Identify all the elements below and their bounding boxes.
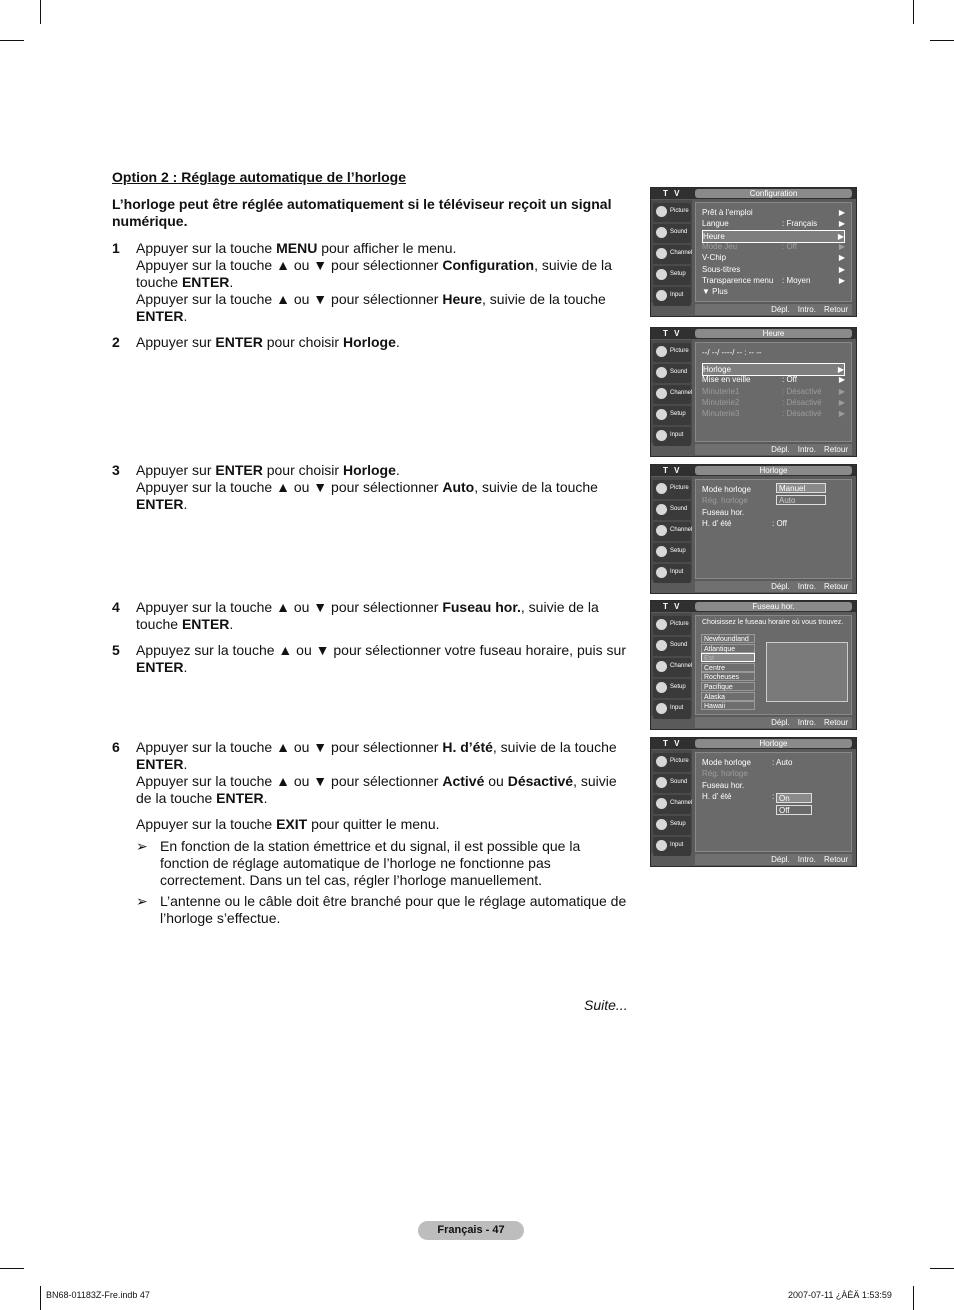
bottom-help-bar (695, 581, 852, 592)
row-label: V-Chip (702, 253, 727, 263)
chevron-right-icon: ▶ (838, 409, 845, 419)
sidebar-label: Input (670, 292, 684, 298)
text: . (183, 756, 188, 772)
menu-row (702, 218, 845, 229)
sidebar-label: Input (670, 569, 684, 575)
picture-icon (656, 346, 667, 357)
row-value: : Off (772, 518, 787, 528)
sidebar-item-setup (653, 679, 691, 698)
menu-row (702, 780, 845, 791)
menu-title: Heure (695, 329, 852, 338)
zone-item: Est (701, 653, 755, 662)
section-heading: Option 2 : Réglage automatique de l’horloge (112, 169, 407, 185)
sidebar-label: Input (670, 842, 684, 848)
term-horloge: Horloge (342, 462, 396, 478)
chevron-right-icon: ▶ (838, 219, 845, 229)
step-6 (112, 739, 632, 927)
move-hint: Dépl. (771, 305, 790, 314)
text: pour afficher le menu. (317, 240, 457, 256)
row-label: Mode horloge (702, 758, 751, 767)
crop-mark (0, 40, 24, 41)
row-label: Minuterie2 (702, 397, 740, 407)
key-enter: ENTER (216, 790, 264, 806)
row-label: Transparence menu (702, 275, 774, 285)
sidebar (651, 340, 692, 443)
key-enter: ENTER (136, 496, 184, 512)
option-off: Off (776, 805, 812, 815)
picture-icon (656, 619, 667, 630)
row-label: Heure (703, 231, 725, 241)
sidebar-item-channel (653, 658, 691, 677)
sidebar-item-channel (653, 522, 691, 541)
enter-hint: Intro. (797, 582, 816, 591)
sidebar-label: Channel (670, 527, 693, 533)
row-label: Fuseau hor. (702, 507, 745, 517)
step-3 (112, 462, 632, 513)
text: Appuyer sur la touche ▲ ou ▼ pour sélectionner (136, 479, 443, 495)
sidebar-item-sound (653, 637, 691, 656)
step-number: 6 (112, 739, 120, 755)
move-hint: Dépl. (771, 718, 790, 727)
sidebar-label: Channel (670, 663, 693, 669)
text: Appuyer sur la touche ▲ ou ▼ pour sélectionner (136, 773, 443, 789)
tv-screen-horloge-manuel (650, 464, 857, 594)
sound-icon (656, 504, 667, 515)
menu-row (702, 374, 845, 385)
text: Appuyer sur (136, 462, 216, 478)
crop-mark (930, 1268, 954, 1269)
zone-item: Rocheuses (701, 672, 755, 681)
sidebar (651, 750, 692, 853)
sidebar (651, 477, 692, 580)
text: , suivie de la touche (482, 291, 606, 307)
crop-mark (913, 0, 914, 24)
channel-icon (656, 388, 667, 399)
input-icon (656, 290, 667, 301)
chevron-right-icon: ▶ (838, 375, 845, 385)
sidebar-label: Sound (670, 506, 688, 512)
picture-icon (656, 206, 667, 217)
row-label: Fuseau hor. (702, 780, 745, 790)
sidebar-item-input (653, 427, 691, 446)
tv-label: T V (663, 189, 682, 198)
sidebar-label: Picture (670, 485, 689, 491)
sidebar (651, 613, 692, 716)
crop-mark (40, 1286, 41, 1310)
picture-icon (656, 483, 667, 494)
sidebar-label: Sound (670, 779, 688, 785)
step-number: 3 (112, 462, 120, 478)
sidebar-label: Sound (670, 642, 688, 648)
sound-icon (656, 777, 667, 788)
sidebar (651, 200, 692, 303)
chevron-right-icon: ▶ (838, 264, 845, 274)
sidebar-item-channel (653, 385, 691, 404)
step-1 (112, 240, 632, 325)
time-zone-map-image (766, 642, 848, 702)
step-number: 2 (112, 334, 120, 350)
menu-row (702, 518, 845, 529)
row-value: : Français (782, 219, 818, 229)
sidebar-label: Setup (670, 548, 686, 554)
menu-row (702, 386, 845, 397)
text: , suivie de la touche (136, 773, 617, 806)
key-enter: ENTER (215, 334, 263, 350)
tv-label: T V (663, 602, 682, 611)
step-number: 4 (112, 599, 120, 615)
row-value: : Off (782, 375, 797, 385)
row-value: : Désactivé (782, 397, 822, 407)
tv-screen-heure (650, 327, 857, 457)
arrow-icon: ➢ (136, 893, 148, 909)
note-2 (136, 893, 632, 927)
key-exit: EXIT (276, 816, 308, 832)
option-manuel: Manuel (776, 483, 826, 493)
bottom-help-bar (695, 444, 852, 455)
crop-mark (913, 1286, 914, 1310)
menu-row (702, 791, 845, 802)
footer-file: BN68-01183Z-Fre.indb 47 (46, 1290, 150, 1300)
text: Appuyez sur la touche ▲ ou ▼ pour sélectionner votre fuseau horaire, puis sur (136, 642, 626, 658)
return-hint: Retour (823, 582, 848, 591)
sidebar-label: Picture (670, 348, 689, 354)
text: Appuyer sur la touche (136, 240, 277, 256)
menu-title: Horloge (695, 466, 852, 475)
sidebar-label: Sound (670, 369, 688, 375)
sidebar-label: Picture (670, 208, 689, 214)
page-number: Français - 47 (418, 1221, 524, 1240)
input-icon (656, 840, 667, 851)
option-on: On (776, 793, 812, 803)
return-hint: Retour (823, 305, 848, 314)
input-icon (656, 567, 667, 578)
menu-row (702, 241, 845, 252)
menu-title: Fuseau hor. (695, 602, 852, 611)
sound-icon (656, 227, 667, 238)
row-value: : Désactivé (782, 386, 822, 396)
row-label: Rég. horloge (702, 496, 748, 506)
chevron-right-icon: ▶ (838, 253, 845, 263)
menu-row (702, 275, 845, 286)
tv-label: T V (663, 329, 682, 338)
sound-icon (656, 367, 667, 378)
sidebar-label: Setup (670, 271, 686, 277)
return-hint: Retour (823, 445, 848, 454)
text: . (229, 616, 234, 632)
return-hint: Retour (823, 855, 848, 864)
row-label: Prêt à l’emploi (702, 208, 753, 217)
row-label: Mode horloge (702, 485, 751, 494)
row-label: Minuterie1 (702, 386, 740, 396)
text: . (183, 308, 188, 324)
chevron-right-icon: ▶ (838, 208, 845, 217)
menu-row (702, 286, 845, 297)
sidebar-item-sound (653, 501, 691, 520)
sidebar-label: Sound (670, 229, 688, 235)
text: pour choisir (262, 462, 343, 478)
text: pour quitter le menu. (307, 816, 440, 832)
channel-icon (656, 248, 667, 259)
row-label: Sous-titres (702, 264, 741, 274)
menu-title: Horloge (695, 739, 852, 748)
term-heure: Heure (442, 291, 483, 307)
sidebar-label: Channel (670, 390, 693, 396)
menu-row (702, 408, 845, 419)
row-label: Mise en veille (702, 375, 751, 385)
input-icon (656, 430, 667, 441)
row-value: : Désactivé (782, 409, 822, 419)
key-enter: ENTER (136, 308, 184, 324)
sidebar-label: Picture (670, 758, 689, 764)
step-2 (112, 334, 632, 351)
zone-item: Pacifique (701, 682, 755, 691)
tv-label: T V (663, 466, 682, 475)
menu-content (695, 202, 852, 302)
text: Appuyer sur la touche ▲ ou ▼ pour sélectionner (136, 739, 443, 755)
sidebar-item-input (653, 700, 691, 719)
menu-row (702, 252, 845, 263)
bottom-help-bar (695, 717, 852, 728)
zone-item: Newfoundland (701, 634, 755, 643)
text: . (395, 462, 400, 478)
sidebar-item-picture (653, 203, 691, 222)
text: . (183, 496, 188, 512)
chevron-right-icon: ▶ (838, 241, 845, 251)
menu-content (695, 752, 852, 852)
sidebar-label: Setup (670, 684, 686, 690)
text: . (229, 274, 234, 290)
sidebar-label: Input (670, 432, 684, 438)
chevron-right-icon: ▶ (837, 365, 844, 374)
term-desactive: Désactivé (507, 773, 574, 789)
term-h-ete: H. d’été (442, 739, 493, 755)
sidebar-item-setup (653, 816, 691, 835)
chevron-right-icon: ▶ (838, 386, 845, 396)
text: , suivie de la touche (492, 739, 617, 755)
note-text: En fonction de la station émettrice et du signal, il est possible que la fonction de réglage automatique de l’horloge ne fonctionne pas correctement. Dans un tel cas, régler l’horloge manuellement. (160, 838, 581, 888)
menu-row (702, 207, 845, 218)
sidebar-item-picture (653, 753, 691, 772)
text: ou (484, 773, 508, 789)
tv-label: T V (663, 739, 682, 748)
zone-item: Centre (701, 663, 755, 672)
term-horloge: Horloge (342, 334, 396, 350)
chevron-right-icon: ▶ (838, 397, 845, 407)
channel-icon (656, 661, 667, 672)
crop-mark (0, 1268, 24, 1269)
key-enter: ENTER (181, 616, 230, 632)
sidebar-item-setup (653, 406, 691, 425)
key-menu: MENU (276, 240, 318, 256)
zone-item: Alaska (701, 692, 755, 701)
move-hint: Dépl. (771, 445, 790, 454)
row-value: : (772, 791, 775, 801)
menu-content (695, 342, 852, 442)
move-hint: Dépl. (771, 855, 790, 864)
input-icon (656, 703, 667, 714)
row-label: Langue (702, 219, 729, 229)
step-number: 1 (112, 240, 120, 256)
enter-hint: Intro. (797, 445, 816, 454)
row-label: Horloge (703, 365, 732, 374)
text: Appuyer sur la touche ▲ ou ▼ pour sélectionner (136, 599, 443, 615)
term-active: Activé (442, 773, 485, 789)
sidebar-label: Picture (670, 621, 689, 627)
setup-icon (656, 819, 667, 830)
row-label: Mode Jeu (702, 241, 738, 251)
setup-icon (656, 409, 667, 420)
sidebar-item-picture (653, 616, 691, 635)
key-enter: ENTER (215, 462, 263, 478)
text: . (395, 334, 400, 350)
sound-icon (656, 640, 667, 651)
text: , suivie de la touche (474, 479, 598, 495)
sidebar-label: Channel (670, 800, 693, 806)
step-4 (112, 599, 632, 633)
term-auto: Auto (442, 479, 475, 495)
note-text: L’antenne ou le câble doit être branché pour que le réglage automatique de l’horloge s’effectue. (160, 893, 627, 926)
sidebar-item-setup (653, 543, 691, 562)
text: Appuyer sur la touche (136, 816, 277, 832)
footer-timestamp: 2007-07-11 ¿ÀÈÄ 1:53:59 (788, 1290, 892, 1300)
chevron-right-icon: ▶ (838, 275, 845, 285)
menu-title: Configuration (695, 189, 852, 198)
clock-readout: --/ --/ ----/ -- : -- -- (702, 348, 762, 357)
picture-icon (656, 756, 667, 767)
text: Appuyer sur (136, 334, 216, 350)
continued-label: Suite... (584, 997, 628, 1013)
text: Appuyer sur la touche ▲ ou ▼ pour sélectionner (136, 291, 443, 307)
menu-row (702, 757, 845, 768)
term-fuseau: Fuseau hor. (442, 599, 521, 615)
option-auto: Auto (776, 495, 826, 505)
sidebar-item-sound (653, 774, 691, 793)
crop-mark (40, 0, 41, 24)
sidebar-item-setup (653, 266, 691, 285)
intro-text: L’horloge peut être réglée automatiquement si le téléviseur reçoit un signal numérique. (112, 196, 612, 229)
sidebar-label: Channel (670, 250, 693, 256)
sidebar-item-input (653, 287, 691, 306)
setup-icon (656, 682, 667, 693)
row-label: H. d’ été (702, 791, 732, 801)
sidebar-item-sound (653, 364, 691, 383)
zone-item: Hawaii (701, 701, 755, 710)
row-value: : Auto (772, 758, 793, 767)
key-enter: ENTER (181, 274, 230, 290)
bottom-help-bar (695, 304, 852, 315)
text: . (263, 790, 268, 806)
zone-prompt: Choisissez le fuseau horaire où vous trouvez. (702, 619, 844, 626)
sidebar-item-picture (653, 480, 691, 499)
sidebar-item-channel (653, 795, 691, 814)
enter-hint: Intro. (797, 855, 816, 864)
chevron-right-icon: ▶ (837, 231, 844, 241)
row-label: ▼ Plus (702, 287, 728, 297)
step-number: 5 (112, 642, 120, 658)
channel-icon (656, 525, 667, 536)
row-label: H. d’ été (702, 518, 732, 528)
key-enter: ENTER (136, 756, 184, 772)
row-value: : Off (782, 241, 797, 251)
row-value: : Moyen (782, 275, 811, 285)
setup-icon (656, 546, 667, 557)
text: . (183, 659, 188, 675)
term-configuration: Configuration (442, 257, 535, 273)
crop-mark (930, 40, 954, 41)
tv-screen-configuration (650, 187, 857, 317)
sidebar-label: Setup (670, 821, 686, 827)
text: , suivie de la touche (136, 257, 612, 290)
menu-content (695, 479, 852, 579)
move-hint: Dépl. (771, 582, 790, 591)
tv-screen-horloge-auto (650, 737, 857, 867)
text: , suivie de la touche (136, 599, 599, 632)
text: pour choisir (262, 334, 343, 350)
menu-row (702, 264, 845, 275)
row-label: Rég. horloge (702, 769, 748, 779)
channel-icon (656, 798, 667, 809)
menu-content (695, 615, 852, 715)
menu-row (702, 397, 845, 408)
menu-row (702, 507, 845, 518)
enter-hint: Intro. (797, 718, 816, 727)
menu-row (702, 768, 845, 779)
sidebar-label: Setup (670, 411, 686, 417)
sidebar-label: Input (670, 705, 684, 711)
sidebar-item-input (653, 837, 691, 856)
row-label: Minuterie3 (702, 409, 740, 419)
text: Appuyer sur la touche ▲ ou ▼ pour sélectionner (136, 257, 443, 273)
setup-icon (656, 269, 667, 280)
sidebar-item-picture (653, 343, 691, 362)
sidebar-item-channel (653, 245, 691, 264)
sidebar-item-input (653, 564, 691, 583)
sidebar-item-sound (653, 224, 691, 243)
tv-screen-fuseau (650, 600, 857, 730)
return-hint: Retour (823, 718, 848, 727)
note-1 (136, 838, 632, 889)
arrow-icon: ➢ (136, 838, 148, 854)
step-5 (112, 642, 632, 676)
bottom-help-bar (695, 854, 852, 865)
zone-item: Atlantique (701, 644, 755, 653)
enter-hint: Intro. (797, 305, 816, 314)
key-enter: ENTER (136, 659, 184, 675)
